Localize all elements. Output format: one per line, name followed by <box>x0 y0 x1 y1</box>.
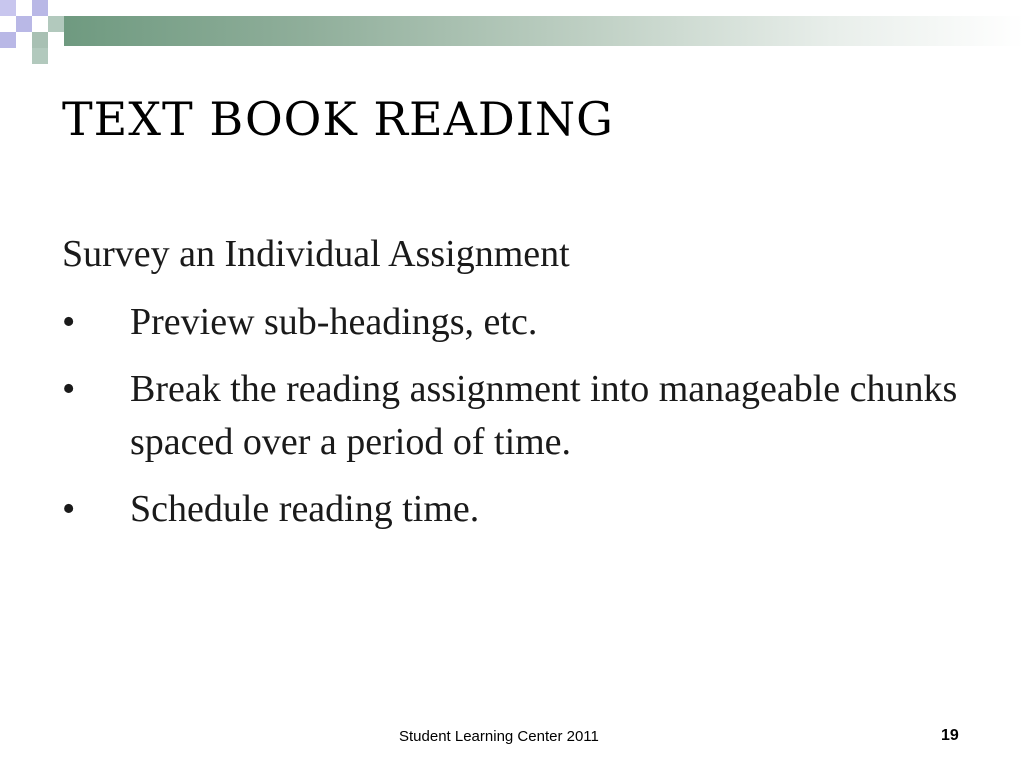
bullet-dot-icon: • <box>62 488 76 530</box>
bullet-item <box>62 483 962 536</box>
bullet-item <box>62 296 962 349</box>
bullet-item <box>62 363 962 469</box>
footer-text: Student Learning Center 2011 <box>399 728 599 745</box>
checkered-decoration-icon <box>0 0 64 64</box>
slide-subtitle: Survey an Individual Assignment <box>62 233 570 275</box>
page-number: 19 <box>941 727 959 744</box>
bullet-dot-icon: • <box>62 368 76 410</box>
bullet-list <box>62 296 962 550</box>
bullet-text: Preview sub-headings, etc. <box>130 301 538 343</box>
bullet-text: Break the reading assignment into manageable chunks spaced over a period of time. <box>130 368 958 463</box>
bullet-dot-icon: • <box>62 301 76 343</box>
header-gradient-bar <box>64 16 1024 46</box>
bullet-text: Schedule reading time. <box>130 488 480 530</box>
slide-title: TEXT BOOK READING <box>62 92 614 146</box>
